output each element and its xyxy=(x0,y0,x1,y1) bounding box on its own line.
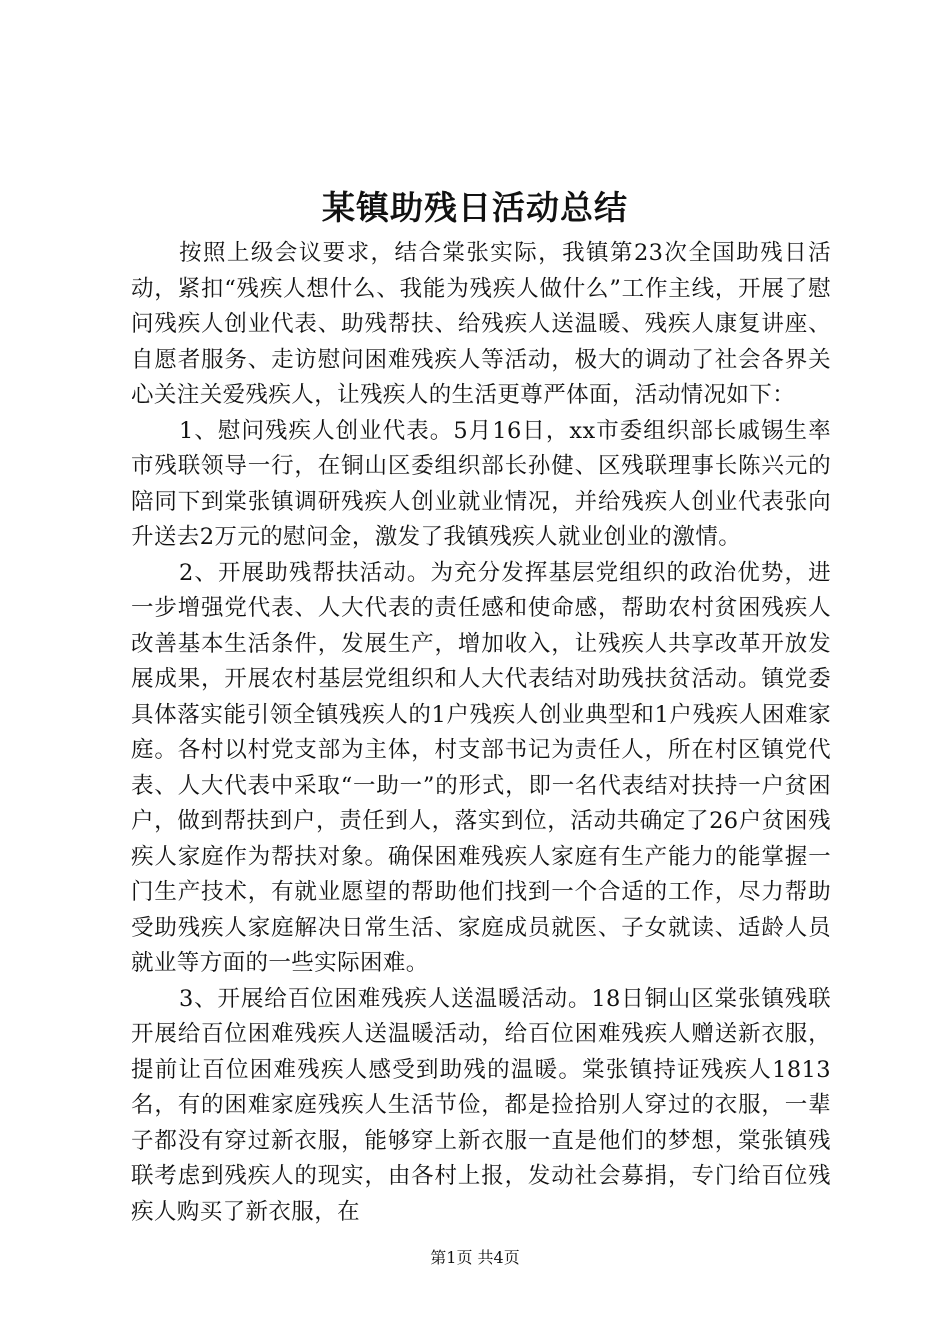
section-3-paragraph: 3、开展给百位困难残疾人送温暖活动。18日铜山区棠张镇残联开展给百位困难残疾人送温暖活动，给百位困难残疾人赠送新衣服，提前让百位困难残疾人感受到助残的温暖。棠张镇持证残疾人1813名，有的困难家庭残疾人生活节俭，都是捡拾别人穿过的衣服，一辈子都没有穿过新衣服，能够穿上新衣服一直是他们的梦想，棠张镇残联考虑到残疾人的现实，由各村上报，发动社会募捐，专门给百位残疾人购买了新衣服，在 xyxy=(131,985,831,1225)
document-body xyxy=(131,236,831,1230)
page-title: 某镇助残日活动总结 xyxy=(322,188,628,227)
section-1-paragraph: 1、慰问残疾人创业代表。5月16日，xx市委组织部长戚锡生率市残联领导一行，在铜山区委组织部长孙健、区残联理事长陈兴元的陪同下到棠张镇调研残疾人创业就业情况，并给残疾人创业代表张向升送去2万元的慰问金，激发了我镇残疾人就业创业的激情。 xyxy=(131,417,831,550)
intro-paragraph: 按照上级会议要求，结合棠张实际，我镇第23次全国助残日活动，紧扣“残疾人想什么、我能为残疾人做什么”工作主线，开展了慰问残疾人创业代表、助残帮扶、给残疾人送温暖、残疾人康复讲座、自愿者服务、走访慰问困难残疾人等活动，极大的调动了社会各界关心关注关爱残疾人，让残疾人的生活更尊严体面，活动情况如下： xyxy=(131,240,831,408)
page-footer: 第1页 共4页 xyxy=(430,1248,520,1267)
section-2-paragraph: 2、开展助残帮扶活动。为充分发挥基层党组织的政治优势，进一步增强党代表、人大代表的责任感和使命感，帮助农村贫困残疾人改善基本生活条件，发展生产，增加收入，让残疾人共享改革开放发展成果，开展农村基层党组织和人大代表结对助残扶贫活动。镇党委具体落实能引领全镇残疾人的1户残疾人创业典型和1户残疾人困难家庭。各村以村党支部为主体，村支部书记为责任人，所在村区镇党代表、人大代表中采取“一助一”的形式，即一名代表结对扶持一户贫困户，做到帮扶到户，责任到人，落实到位，活动共确定了26户贫困残疾人家庭作为帮扶对象。确保困难残疾人家庭有生产能力的能掌握一门生产技术，有就业愿望的帮助他们找到一个合适的工作，尽力帮助受助残疾人家庭解决日常生活、家庭成员就医、子女就读、适龄人员就业等方面的一些实际困难。 xyxy=(131,559,831,976)
